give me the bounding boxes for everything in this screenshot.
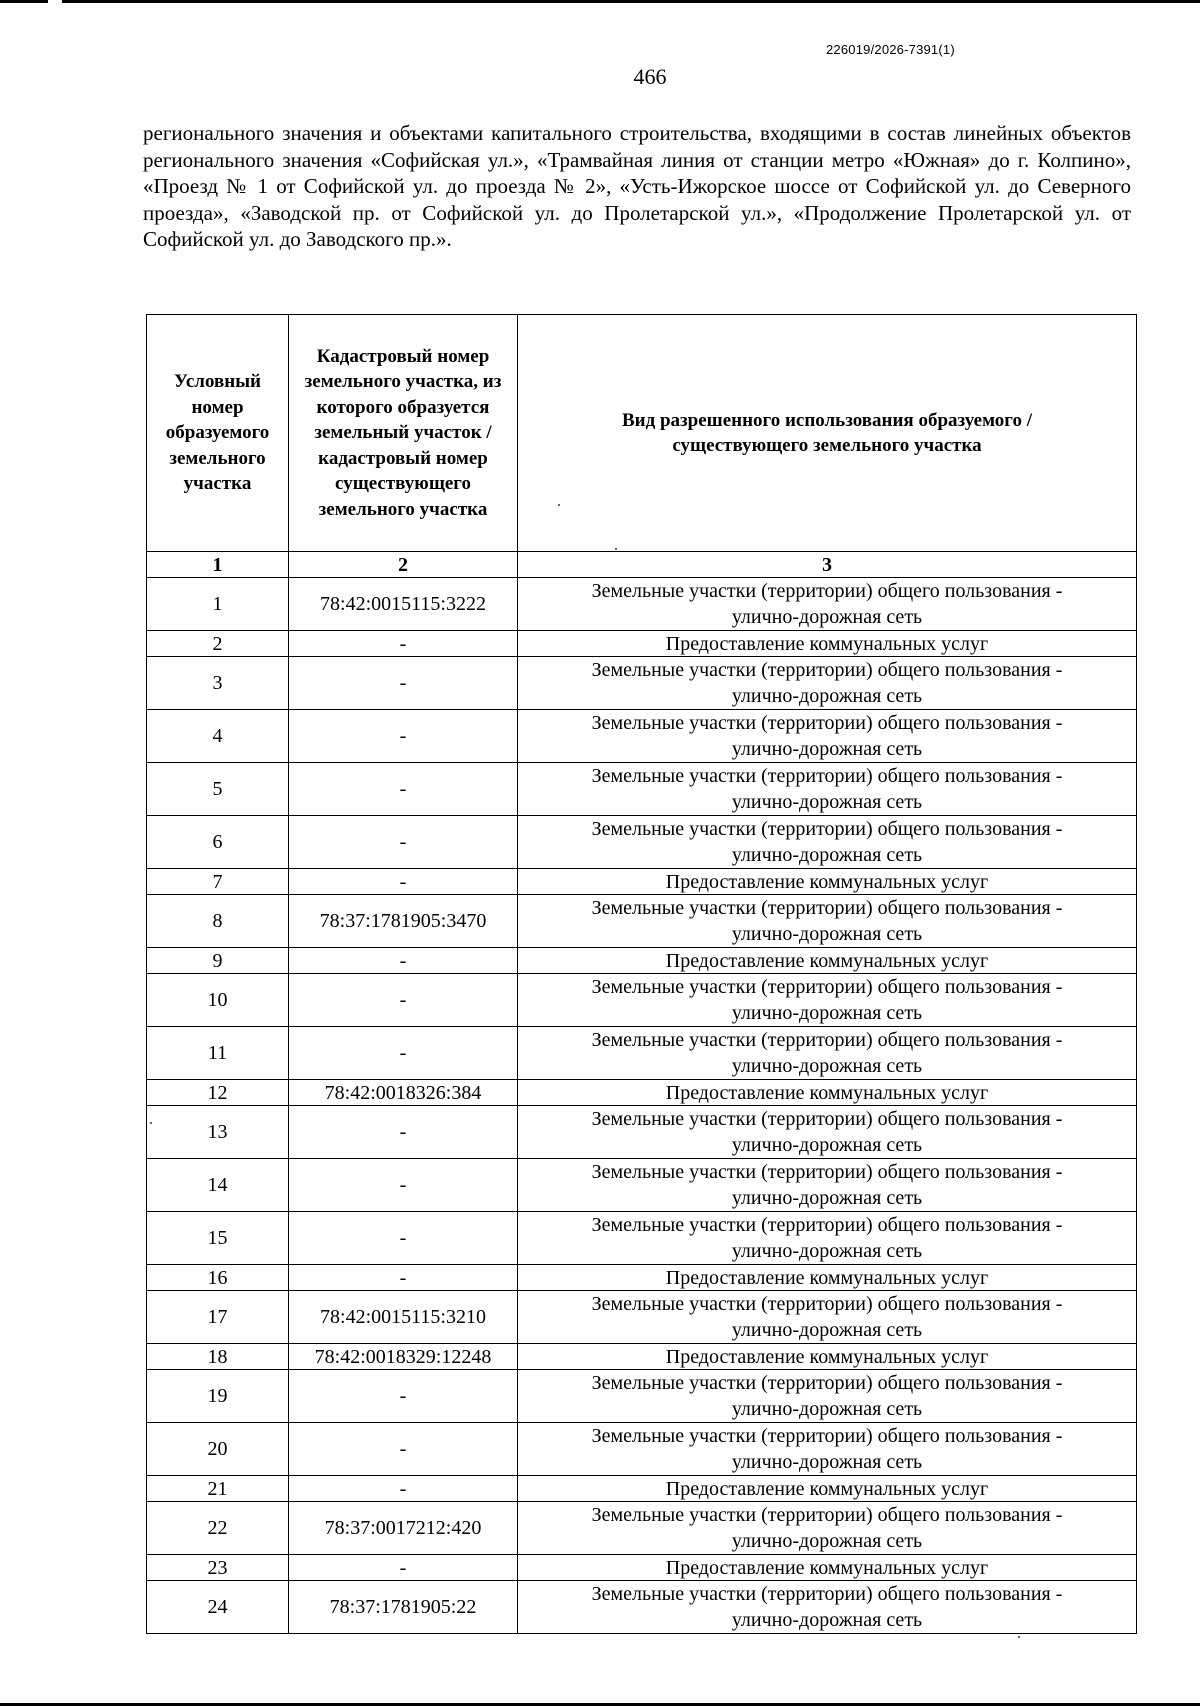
cadastral-number-cell: - xyxy=(289,710,518,763)
top-border-gap xyxy=(48,0,62,3)
cadastral-number-cell: - xyxy=(289,1423,518,1476)
cadastral-number-cell: - xyxy=(289,869,518,895)
plot-number-cell: 3 xyxy=(147,657,289,710)
cadastral-number-cell: - xyxy=(289,657,518,710)
cadastral-number-cell: - xyxy=(289,631,518,657)
cadastral-number-cell: - xyxy=(289,1212,518,1265)
registration-number: 226019/2026-7391(1) xyxy=(826,42,955,57)
plot-number-cell: 4 xyxy=(147,710,289,763)
permitted-use-cell: Предоставление коммунальных услуг xyxy=(518,1555,1137,1581)
cadastral-number-cell: - xyxy=(289,1370,518,1423)
scan-speck xyxy=(1018,1636,1020,1638)
scan-speck xyxy=(150,1122,152,1124)
permitted-use-cell: Земельные участки (территории) общего пользования - улично-дорожная сеть xyxy=(518,1423,1137,1476)
plot-number-cell: 8 xyxy=(147,895,289,948)
table-row xyxy=(147,895,1137,948)
table-row xyxy=(147,710,1137,763)
plot-number-cell: 6 xyxy=(147,816,289,869)
table-row xyxy=(147,1476,1137,1502)
plot-number-cell: 2 xyxy=(147,631,289,657)
cadastral-number-cell: - xyxy=(289,816,518,869)
cadastral-number-cell: - xyxy=(289,1106,518,1159)
plot-number-cell: 11 xyxy=(147,1027,289,1080)
cadastral-number-cell: - xyxy=(289,1265,518,1291)
plot-number-cell: 20 xyxy=(147,1423,289,1476)
permitted-use-cell: Земельные участки (территории) общего пользования - улично-дорожная сеть xyxy=(518,578,1137,631)
plot-number-cell: 15 xyxy=(147,1212,289,1265)
permitted-use-cell: Земельные участки (территории) общего пользования - улично-дорожная сеть xyxy=(518,1106,1137,1159)
table-row xyxy=(147,974,1137,1027)
cadastral-number-cell: 78:37:0017212:420 xyxy=(289,1502,518,1555)
intro-paragraph: регионального значения и объектами капитального строительства, входящими в состав линейных объектов регионального значения «Софийская ул.», «Трамвайная линия от станции метро «Южная» до г. Колпино», «Проезд № 1 от Софийской ул. до проезда № 2», «Усть-Ижорское шоссе от Софийской ул. до Северного проезда», «Заводской пр. от Софийской ул. до Пролетарской ул.», «Продолжение Пролетарской ул. от Софийской ул. до Заводского пр.». xyxy=(143,121,1131,251)
plot-number-cell: 9 xyxy=(147,948,289,974)
permitted-use-cell: Земельные участки (территории) общего пользования - улично-дорожная сеть xyxy=(518,710,1137,763)
permitted-use-cell: Земельные участки (территории) общего пользования - улично-дорожная сеть xyxy=(518,974,1137,1027)
header-plot-number: Условный номер образуемого земельного участка xyxy=(147,315,289,552)
plot-number-cell: 24 xyxy=(147,1581,289,1634)
page-number: 466 xyxy=(633,64,667,89)
table-row xyxy=(147,1265,1137,1291)
plot-number-cell: 14 xyxy=(147,1159,289,1212)
table-row xyxy=(147,1344,1137,1370)
scan-speck xyxy=(615,548,617,550)
table-header-row xyxy=(147,315,1137,552)
table-row xyxy=(147,1159,1137,1212)
permitted-use-cell: Земельные участки (территории) общего пользования - улично-дорожная сеть xyxy=(518,1291,1137,1344)
plot-number-cell: 17 xyxy=(147,1291,289,1344)
plot-number-cell: 1 xyxy=(147,578,289,631)
table-row xyxy=(147,763,1137,816)
permitted-use-cell: Предоставление коммунальных услуг xyxy=(518,1476,1137,1502)
cadastral-number-cell: 78:42:0018329:12248 xyxy=(289,1344,518,1370)
plot-number-cell: 23 xyxy=(147,1555,289,1581)
permitted-use-cell: Предоставление коммунальных услуг xyxy=(518,631,1137,657)
cadastral-number-cell: - xyxy=(289,763,518,816)
cadastral-number-cell: 78:37:1781905:3470 xyxy=(289,895,518,948)
plot-number-cell: 22 xyxy=(147,1502,289,1555)
cadastral-number-cell: 78:37:1781905:22 xyxy=(289,1581,518,1634)
table-row xyxy=(147,1423,1137,1476)
permitted-use-cell: Земельные участки (территории) общего пользования - улично-дорожная сеть xyxy=(518,763,1137,816)
plot-number-cell: 10 xyxy=(147,974,289,1027)
table-row xyxy=(147,578,1137,631)
table-row xyxy=(147,631,1137,657)
cadastral-number-cell: - xyxy=(289,1159,518,1212)
table-row xyxy=(147,1502,1137,1555)
permitted-use-cell: Предоставление коммунальных услуг xyxy=(518,1344,1137,1370)
permitted-use-cell: Земельные участки (территории) общего пользования - улично-дорожная сеть xyxy=(518,1581,1137,1634)
header-cadastral-number: Кадастровый номер земельного участка, из которого образуется земельный участок / кадастровый номер существующего земельного участка xyxy=(289,315,518,552)
permitted-use-cell: Земельные участки (территории) общего пользования - улично-дорожная сеть xyxy=(518,1212,1137,1265)
plot-number-cell: 7 xyxy=(147,869,289,895)
cadastral-number-cell: - xyxy=(289,1027,518,1080)
permitted-use-cell: Земельные участки (территории) общего пользования - улично-дорожная сеть xyxy=(518,657,1137,710)
plot-number-cell: 21 xyxy=(147,1476,289,1502)
plot-number-cell: 19 xyxy=(147,1370,289,1423)
table-row xyxy=(147,1106,1137,1159)
permitted-use-cell: Предоставление коммунальных услуг xyxy=(518,1080,1137,1106)
table-row xyxy=(147,657,1137,710)
table-row xyxy=(147,1027,1137,1080)
permitted-use-cell: Предоставление коммунальных услуг xyxy=(518,869,1137,895)
cadastral-number-cell: 78:42:0018326:384 xyxy=(289,1080,518,1106)
column-number: 1 xyxy=(147,552,289,578)
cadastral-number-cell: - xyxy=(289,948,518,974)
permitted-use-cell: Предоставление коммунальных услуг xyxy=(518,1265,1137,1291)
table-row xyxy=(147,1581,1137,1634)
column-number: 2 xyxy=(289,552,518,578)
plot-number-cell: 18 xyxy=(147,1344,289,1370)
cadastral-number-cell: 78:42:0015115:3222 xyxy=(289,578,518,631)
plot-number-cell: 16 xyxy=(147,1265,289,1291)
table-row xyxy=(147,869,1137,895)
plot-number-cell: 5 xyxy=(147,763,289,816)
permitted-use-cell: Земельные участки (территории) общего пользования - улично-дорожная сеть xyxy=(518,1370,1137,1423)
top-border-line xyxy=(0,0,1200,3)
permitted-use-cell: Земельные участки (территории) общего пользования - улично-дорожная сеть xyxy=(518,1502,1137,1555)
plot-number-cell: 13 xyxy=(147,1106,289,1159)
column-number: 3 xyxy=(518,552,1137,578)
permitted-use-cell: Земельные участки (территории) общего пользования - улично-дорожная сеть xyxy=(518,816,1137,869)
table-body xyxy=(147,552,1137,1634)
header-permitted-use: Вид разрешенного использования образуемого / существующего земельного участка xyxy=(518,315,1137,552)
table-row xyxy=(147,1212,1137,1265)
cadastral-number-cell: - xyxy=(289,974,518,1027)
column-numbers-row xyxy=(147,552,1137,578)
table-row xyxy=(147,816,1137,869)
permitted-use-cell: Земельные участки (территории) общего пользования - улично-дорожная сеть xyxy=(518,1159,1137,1212)
table-row xyxy=(147,1370,1137,1423)
plot-number-cell: 12 xyxy=(147,1080,289,1106)
cadastral-number-cell: - xyxy=(289,1555,518,1581)
table-row xyxy=(147,1080,1137,1106)
table-row xyxy=(147,948,1137,974)
table-row xyxy=(147,1291,1137,1344)
cadastral-number-cell: 78:42:0015115:3210 xyxy=(289,1291,518,1344)
permitted-use-cell: Земельные участки (территории) общего пользования - улично-дорожная сеть xyxy=(518,1027,1137,1080)
scan-speck xyxy=(558,504,560,506)
permitted-use-cell: Предоставление коммунальных услуг xyxy=(518,948,1137,974)
table-row xyxy=(147,1555,1137,1581)
permitted-use-cell: Земельные участки (территории) общего пользования - улично-дорожная сеть xyxy=(518,895,1137,948)
land-plots-table xyxy=(146,314,1137,1634)
cadastral-number-cell: - xyxy=(289,1476,518,1502)
